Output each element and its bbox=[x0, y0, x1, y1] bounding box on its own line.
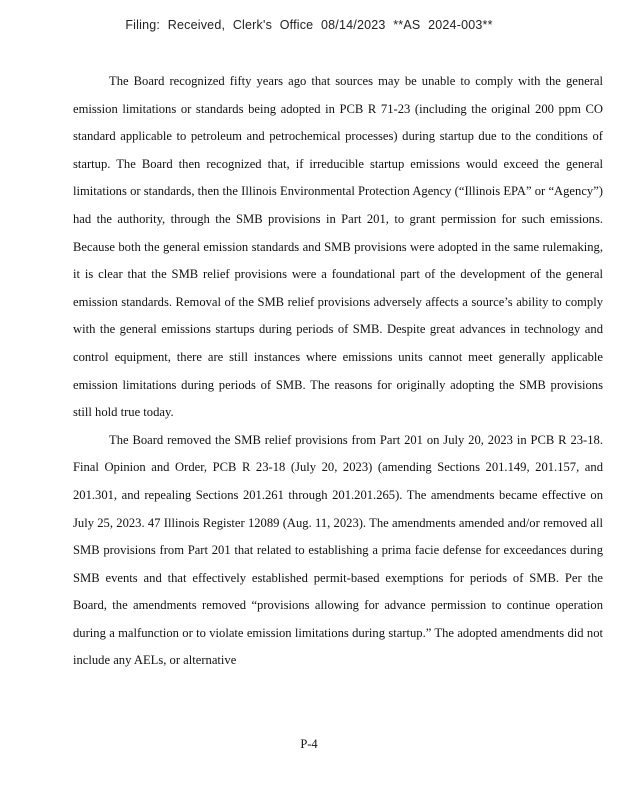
filing-stamp: Filing: Received, Clerk's Office 08/14/2023 **AS 2024-003** bbox=[125, 18, 493, 32]
paragraph: The Board recognized fifty years ago that sources may be unable to comply with the general emission limitations or standards being adopted in PCB R 71-23 (including the original 200 ppm CO standard applicable to petroleum and petrochemical processes) during startup due to the conditions of startup. The Board then recognized that, if irreducible startup emissions would exceed the general limitations or standards, then the Illinois Environmental Protection Agency (“Illinois EPA” or “Agency”) had the authority, through the SMB provisions in Part 201, to grant permission for such emissions. Because both the general emission standards and SMB provisions were adopted in the same rulemaking, it is clear that the SMB relief provisions were a foundational part of the development of the general emission standards. Removal of the SMB relief provisions adversely affects a source’s ability to comply with the general emissions startups during periods of SMB. Despite great advances in technology and control equipment, there are still instances where emissions units cannot meet generally applicable emission limitations during periods of SMB. The reasons for originally adopting the SMB provisions still hold true today. bbox=[73, 74, 603, 420]
paragraph: The Board removed the SMB relief provisions from Part 201 on July 20, 2023 in PCB R 23-18. Final Opinion and Order, PCB R 23-18 (July 20, 2023) (amending Sections 201.149, 201.157, and 201.301, and repealing Sections 201.261 through 201.201.265). The amendments became effective on July 25, 2023. 47 Illinois Register 12089 (Aug. 11, 2023). The amendments amended and/or removed all SMB provisions from Part 201 that related to establishing a prima facie defense for exceedances during SMB events and that effectively established permit-based exemptions for periods of SMB. Per the Board, the amendments removed “provisions allowing for advance permission to continue operation during a malfunction or to violate emission limitations during startup.” The adopted amendments did not include any AELs, or alternative bbox=[73, 432, 603, 668]
page-number: P-4 bbox=[300, 737, 318, 751]
document-body bbox=[73, 68, 603, 675]
